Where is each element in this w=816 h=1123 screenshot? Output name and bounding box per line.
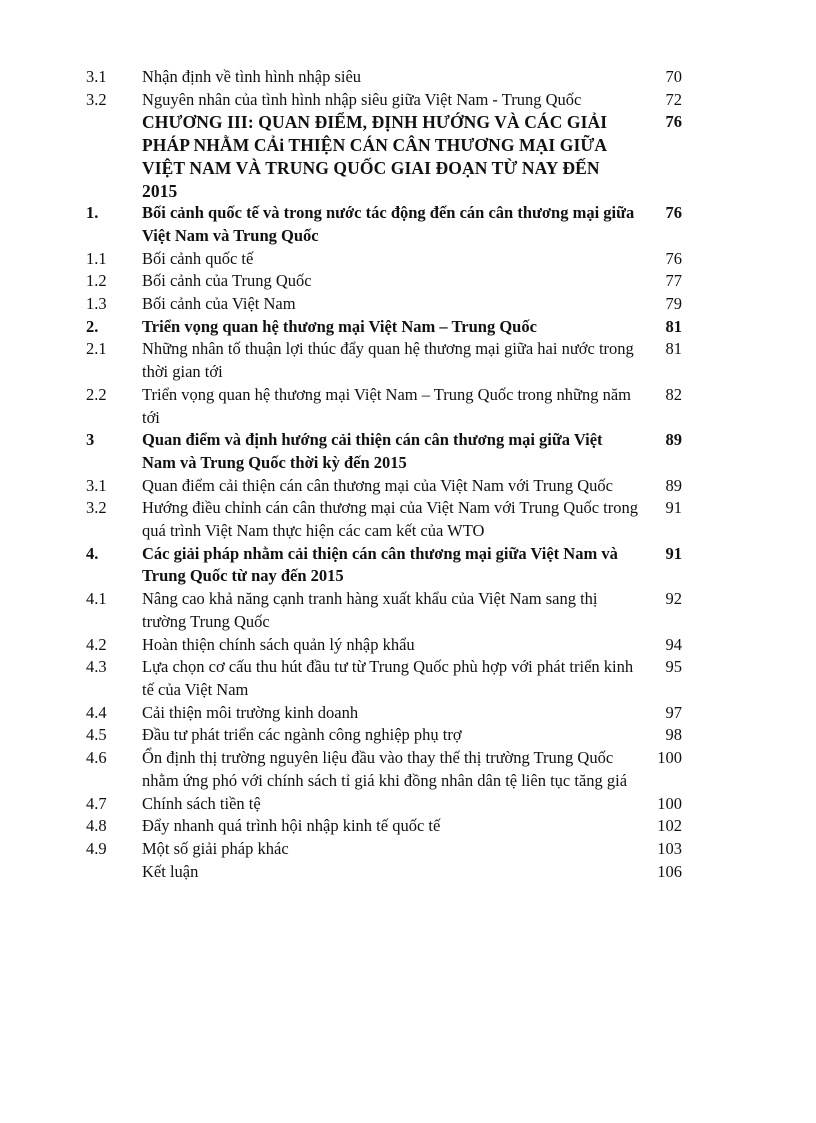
toc-entry-page: 103 <box>657 838 682 858</box>
toc-entry-title: Triển vọng quan hệ thương mại Việt Nam – Trung Quốc <box>142 316 537 336</box>
toc-entry <box>86 270 686 293</box>
toc-entry-title: Bối cảnh quốc tế <box>142 248 254 268</box>
toc-entry <box>86 861 686 884</box>
toc-entry <box>86 588 686 633</box>
toc-entry-page: 91 <box>665 543 682 563</box>
toc-entry-number: 2. <box>86 316 99 336</box>
toc-entry-page: 106 <box>657 861 682 881</box>
toc-entry-page: 76 <box>665 248 682 268</box>
toc-entry-page: 95 <box>665 657 682 677</box>
toc-entry-title: CHƯƠNG III: QUAN ĐIỂM, ĐỊNH HƯỚNG VÀ CÁC GIẢI PHÁP NHẰM CẢi THIỆN CÁN CÂN THƯƠNG MẠI GIỮA VIỆT NAM VÀ TRUNG QUỐC GIAI ĐOẠN TỪ NAY ĐẾN 2015 <box>142 112 608 201</box>
toc-entry <box>86 815 686 838</box>
toc-entry-title: Chính sách tiền tệ <box>142 793 261 813</box>
toc-entry-page: 91 <box>665 498 682 518</box>
toc-entry-number: 4.8 <box>86 816 107 836</box>
toc-entry <box>86 338 686 383</box>
toc-entry-page: 72 <box>665 89 682 109</box>
toc-entry-page: 100 <box>657 793 682 813</box>
toc-entry-page: 79 <box>665 294 682 314</box>
toc-entry-page: 82 <box>665 384 682 404</box>
toc-entry-title: Bối cảnh quốc tế và trong nước tác động đến cán cân thương mại giữa Việt Nam và Trung Quốc <box>142 203 635 245</box>
toc-entry-number: 4.6 <box>86 748 107 768</box>
toc-entry-number: 4.1 <box>86 589 107 609</box>
toc-entry-number: 4.5 <box>86 725 107 745</box>
toc-entry <box>86 793 686 816</box>
toc-entry-number: 4.9 <box>86 838 107 858</box>
toc-entry-number: 3.2 <box>86 89 107 109</box>
toc-entry-title: Các giải pháp nhằm cải thiện cán cân thương mại giữa Việt Nam và Trung Quốc từ nay đến 2015 <box>142 543 618 586</box>
toc-entry-number: 4.3 <box>86 657 107 677</box>
toc-entry-page: 98 <box>665 725 682 745</box>
toc-entry <box>86 316 686 339</box>
toc-entry-page: 92 <box>665 589 682 609</box>
toc-entry <box>86 497 686 542</box>
toc-entry <box>86 429 686 474</box>
toc-entry-page: 89 <box>665 430 682 450</box>
toc-entry-page: 81 <box>665 316 682 336</box>
toc-entry-title: Bối cảnh của Trung Quốc <box>142 271 312 291</box>
toc-entry-title: Quan điểm và định hướng cải thiện cán cân thương mại giữa Việt Nam và Trung Quốc thời kỳ đến 2015 <box>142 430 603 472</box>
toc-entry-title: Kết luận <box>142 861 199 881</box>
toc-entry-number: 4.4 <box>86 702 107 722</box>
toc-entry-page: 76 <box>665 203 682 223</box>
toc-entry-number: 2.1 <box>86 339 107 359</box>
toc-entry <box>86 475 686 498</box>
toc-entry-title: Hướng điều chỉnh cán cân thương mại của Việt Nam với Trung Quốc trong quá trình Việt Nam thực hiện các cam kết của WTO <box>142 498 638 541</box>
toc-entry-title: Nguyên nhân của tình hình nhập siêu giữa Việt Nam - Trung Quốc <box>142 89 582 109</box>
toc-entry <box>86 543 686 588</box>
table-of-contents <box>86 66 686 883</box>
toc-entry-title: Nâng cao khả năng cạnh tranh hàng xuất khẩu của Việt Nam sang thị trường Trung Quốc <box>142 589 598 631</box>
toc-entry <box>86 656 686 701</box>
toc-entry-title: Nhận định về tình hình nhập siêu <box>142 67 362 86</box>
toc-entry <box>86 384 686 429</box>
toc-entry-number: 4. <box>86 543 99 563</box>
toc-entry-page: 77 <box>665 271 682 291</box>
toc-entry-number: 3.1 <box>86 67 107 86</box>
toc-entry-page: 100 <box>657 748 682 768</box>
toc-entry <box>86 724 686 747</box>
toc-entry-title: Một số giải pháp khác <box>142 838 289 858</box>
toc-entry-number: 1.1 <box>86 248 107 268</box>
toc-entry-page: 89 <box>665 475 682 495</box>
toc-entry <box>86 89 686 112</box>
toc-entry-number: 4.2 <box>86 634 107 654</box>
toc-entry-title: Cải thiện môi trường kinh doanh <box>142 702 359 722</box>
toc-entry-number: 1. <box>86 203 99 223</box>
toc-entry-title: Đẩy nhanh quá trình hội nhập kinh tế quốc tế <box>142 816 441 836</box>
toc-entry-number: 1.2 <box>86 271 107 291</box>
toc-entry <box>86 248 686 271</box>
toc-entry-title: Triển vọng quan hệ thương mại Việt Nam – Trung Quốc trong những năm tới <box>142 384 631 427</box>
toc-entry-title: Đầu tư phát triển các ngành công nghiệp phụ trợ <box>142 725 462 745</box>
toc-entry <box>86 747 686 792</box>
toc-entry <box>86 66 686 89</box>
toc-entry-title: Quan điểm cải thiện cán cân thương mại của Việt Nam với Trung Quốc <box>142 475 613 495</box>
toc-entry <box>86 838 686 861</box>
toc-entry <box>86 702 686 725</box>
toc-entry-number: 2.2 <box>86 384 107 404</box>
toc-entry-number: 3.2 <box>86 498 107 518</box>
toc-entry-page: 70 <box>665 67 682 86</box>
toc-entry <box>86 202 686 247</box>
toc-entry-page: 97 <box>665 702 682 722</box>
toc-entry-title: Lựa chọn cơ cấu thu hút đầu tư từ Trung Quốc phù hợp với phát triển kinh tế của Việt Nam <box>142 657 634 699</box>
toc-entry-number: 3.1 <box>86 475 107 495</box>
toc-entry-number: 3 <box>86 430 95 450</box>
toc-entry-title: Bối cảnh của Việt Nam <box>142 294 296 314</box>
toc-entry-page: 76 <box>665 112 682 132</box>
toc-chapter-heading <box>86 111 686 202</box>
toc-entry-title: Ổn định thị trường nguyên liệu đầu vào thay thế thị trường Trung Quốc nhằm ứng phó với chính sách tỉ giá khi đồng nhân dân tệ liên tục tăng giá <box>142 748 628 790</box>
toc-entry-page: 81 <box>665 339 682 359</box>
toc-entry-number: 1.3 <box>86 294 107 314</box>
toc-entry <box>86 634 686 657</box>
toc-entry <box>86 293 686 316</box>
toc-entry-page: 102 <box>657 816 682 836</box>
toc-entry-page: 94 <box>665 634 682 654</box>
toc-entry-title: Hoàn thiện chính sách quản lý nhập khẩu <box>142 634 415 654</box>
toc-entry-number: 4.7 <box>86 793 107 813</box>
toc-entry-title: Những nhân tố thuận lợi thúc đẩy quan hệ thương mại giữa hai nước trong thời gian tới <box>142 339 634 382</box>
